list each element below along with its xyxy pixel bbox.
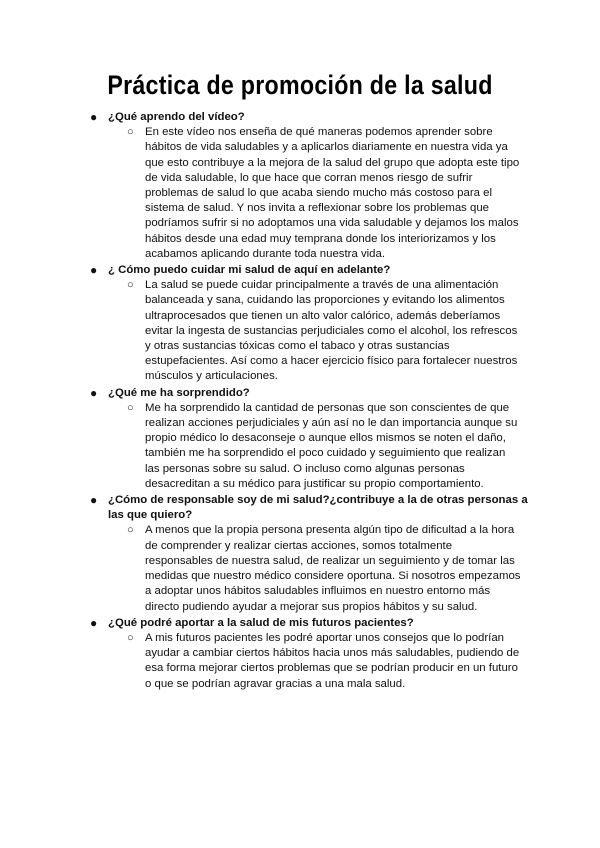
question-5 (0, 616, 600, 631)
filled-bullet-icon: ● (90, 493, 98, 508)
question-text: ¿Cómo de responsable soy de mi salud?¿contribuye a la de otras personas a las que quiero? (108, 494, 528, 522)
question-1 (0, 110, 600, 125)
answer-3 (0, 401, 600, 492)
answer-text: A menos que la propia persona presenta algún tipo de dificultad a la hora de comprender y realizar ciertas acciones, somos totalmente responsables de nuestra salud, de realizar un seguimiento y de tomar las medidas que nuestro médico considere oportuna. Si nosotros empezamos a adoptar unos hábitos saludables influimos en nuestro entorno más directo pudiendo ayudar a mejorar sus propios hábitos y su salud. (145, 524, 521, 613)
hollow-bullet-icon: ○ (127, 401, 134, 414)
hollow-bullet-icon: ○ (127, 279, 134, 292)
question-4 (0, 493, 600, 523)
hollow-bullet-icon: ○ (127, 631, 134, 644)
filled-bullet-icon: ● (90, 385, 98, 400)
filled-bullet-icon: ● (90, 110, 98, 124)
filled-bullet-icon: ● (90, 615, 98, 630)
question-text: ¿Qué aprendo del vídeo? (108, 111, 245, 123)
question-text: ¿ Cómo puedo cuidar mi salud de aquí en adelante? (108, 264, 391, 277)
answer-1 (0, 125, 600, 262)
answer-text: En este vídeo nos enseña de qué maneras podemos aprender sobre hábitos de vida saludables y a aplicarlos diariamente en nuestra vida ya que esto contribuye a la mejora de la salud del grupo que adopta este tipo de vida saludable, lo que hace que corran menos riesgo de sufrir problemas de salud lo que acaba siendo mucho más costoso para el sistema de salud. Y nos invita a reflexionar sobre los problemas que podríamos sufrir si no adoptamos una vida saludable y dejamos los malos hábitos desde una edad muy temprana donde los interiorizamos y los acabamos aplicando durante toda nuestra vida. (145, 126, 520, 260)
answer-4 (0, 523, 600, 614)
question-3 (0, 386, 600, 401)
question-2 (0, 263, 600, 278)
filled-bullet-icon: ● (90, 263, 98, 278)
hollow-bullet-icon: ○ (127, 126, 134, 139)
answer-2 (0, 278, 600, 384)
page-title: Práctica de promoción de la salud (107, 70, 493, 100)
answer-text: Me ha sorprendido la cantidad de personas que son conscientes de que realizan acciones perjudiciales y aún así no le dan importancia aunque su propio médico lo desaconseje o aunque ellos mismos se noten el daño, también me ha sorprendido el poco cuidado y seguimiento que realizan las personas sobre su salud. O incluso como algunas personas desacreditan a su médico para justificar su propio comportamiento. (145, 401, 518, 490)
answer-text: A mis futuros pacientes les podré aportar unos consejos que lo podrían ayudar a cambiar ciertos hábitos hacia unos más saludables, pudiendo de esa forma mejorar ciertos problemas que se podrían producir en un futuro o que se podrían agravar gracias a una mala salud. (145, 631, 520, 690)
answer-5 (0, 631, 600, 692)
hollow-bullet-icon: ○ (127, 524, 134, 537)
question-text: ¿Qué podré aportar a la salud de mis futuros pacientes? (108, 616, 414, 629)
qa-list (0, 110, 600, 693)
answer-text: La salud se puede cuidar principalmente a través de una alimentación balanceada y sana, cuidando las proporciones y evitando los alimentos ultraprocesados que tienen un alto valor calórico, además deberíamos evitar la ingesta de sustancias perjudiciales como el alcohol, los refrescos y otras sustancias tóxicas como el tabaco y otras sustancias estupefacientes. Así como a hacer ejercicio físico para fortalecer nuestros músculos y articulaciones. (145, 279, 518, 383)
question-text: ¿Qué me ha sorprendido? (108, 386, 250, 399)
